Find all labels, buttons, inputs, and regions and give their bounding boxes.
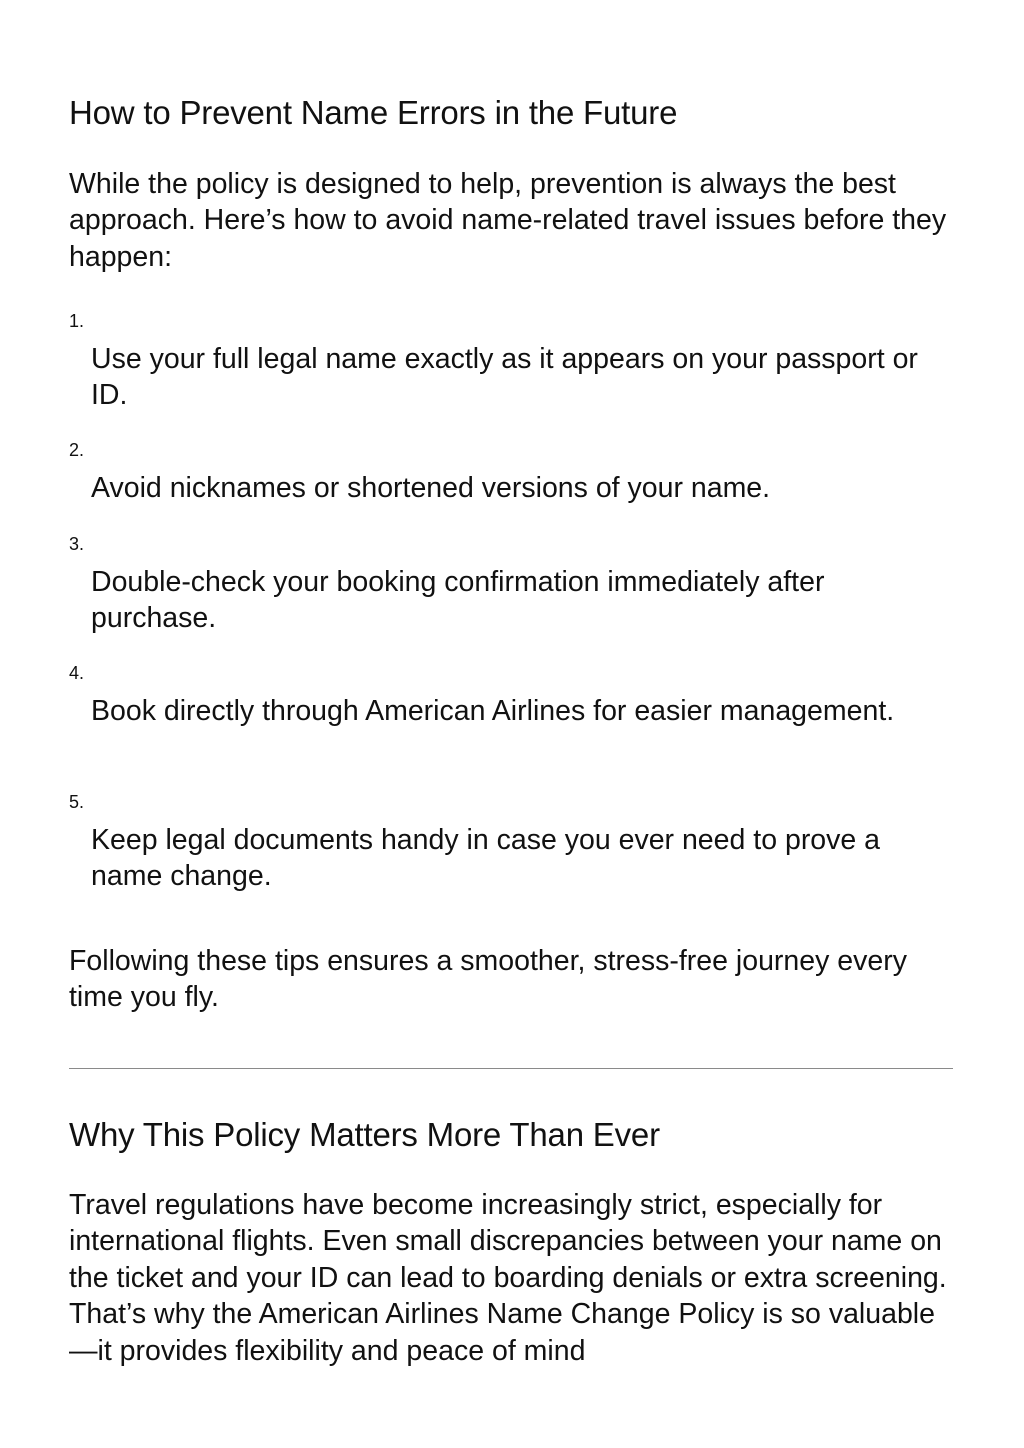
list-item	[69, 792, 953, 895]
list-item-text: Book directly through American Airlines for easier management.	[91, 695, 895, 727]
closing-paragraph: Following these tips ensures a smoother, stress-free journey every time you fly.	[69, 945, 907, 1014]
list-item-number: 3.	[69, 534, 85, 554]
list-item	[69, 663, 953, 729]
why-paragraph: Travel regulations have become increasingly strict, especially for international flights. Even small discrepancies between your name on the ticket and your ID can lead to boarding denials or extra screening. That’s why the American Airlines Name Change Policy is so valuable—it provides flexibility and peace of mind	[69, 1189, 947, 1367]
list-item-text: Keep legal documents handy in case you ever need to prove a name change.	[91, 824, 881, 893]
list-item	[69, 440, 953, 506]
list-item	[69, 534, 953, 637]
list-item-text: Avoid nicknames or shortened versions of your name.	[91, 472, 771, 504]
list-item-number: 4.	[69, 663, 85, 683]
list-item-text: Use your full legal name exactly as it appears on your passport or ID.	[91, 343, 918, 412]
list-item-number: 1.	[69, 311, 85, 331]
list-item	[69, 311, 953, 414]
intro-paragraph: While the policy is designed to help, prevention is always the best approach. Here’s how to avoid name-related travel issues before they happen:	[69, 168, 947, 273]
section-divider	[69, 1068, 953, 1069]
list-item-number: 5.	[69, 792, 85, 812]
list-item-number: 2.	[69, 440, 85, 460]
list-item-text: Double-check your booking confirmation immediately after purchase.	[91, 566, 825, 635]
section-heading-prevent: How to Prevent Name Errors in the Future	[69, 94, 678, 131]
section-heading-why: Why This Policy Matters More Than Ever	[69, 1116, 660, 1153]
